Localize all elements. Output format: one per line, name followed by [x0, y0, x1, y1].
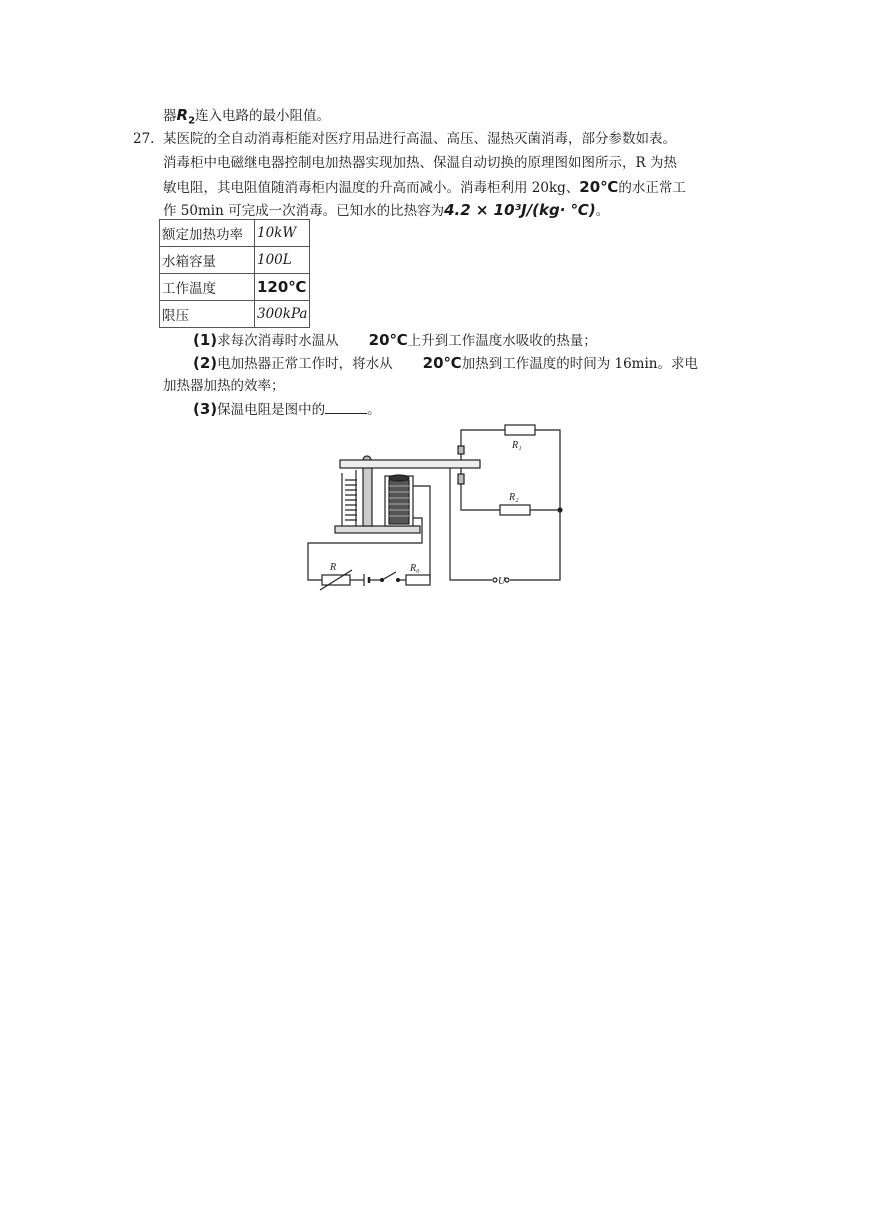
sub2-text-b: 加热到工作温度的时间为 16min。求电 — [461, 356, 698, 372]
prev-symbol-sub: 2 — [188, 115, 196, 127]
specific-heat-formula: 4.2 × 10³J/(kg· ℃) — [444, 201, 596, 219]
table-value: 100L — [255, 247, 310, 274]
relay-base — [335, 526, 420, 533]
prev-symbol: R — [176, 106, 189, 124]
question-line-1: 某医院的全自动消毒柜能对医疗用品进行高温、高压、湿热灭菌消毒，部分参数如表。 — [163, 131, 676, 147]
sub2-temperature: 20℃ — [422, 354, 462, 372]
table-key: 水箱容量 — [160, 247, 255, 274]
sub-question-1 — [193, 330, 597, 351]
table-value: 120℃ — [255, 274, 310, 301]
label-r2: R₂ — [509, 492, 519, 503]
battery-icon — [364, 574, 369, 586]
table-row — [160, 301, 310, 328]
sub3-text: 保温电阻是图中的 — [217, 402, 326, 418]
sub1-temperature: 20℃ — [368, 331, 408, 349]
prev-prefix: 器 — [163, 108, 177, 124]
prev-suffix: 连入电路的最小阻值。 — [195, 108, 331, 124]
label-r: R — [330, 562, 337, 573]
sub1-text-b: 上升到工作温度水吸收的热量； — [407, 333, 597, 349]
table-key: 额定加热功率 — [160, 220, 255, 247]
switch-icon — [381, 572, 400, 582]
label-r1: R₁ — [512, 440, 522, 451]
table-value: 10kW — [255, 220, 310, 247]
label-u: U — [498, 576, 506, 587]
line4-text: 作 50min 可完成一次消毒。已知水的比热容为 — [163, 203, 445, 219]
sub-question-3 — [193, 399, 381, 420]
prev-question-tail — [163, 105, 330, 132]
question-line-4 — [163, 200, 609, 221]
resistor-r0 — [406, 575, 430, 585]
table-row — [160, 274, 310, 301]
armature-bar — [340, 460, 480, 468]
sub-question-2 — [193, 353, 698, 374]
lower-contact — [458, 474, 464, 484]
table-row — [160, 247, 310, 274]
parameter-table — [159, 219, 310, 328]
table-value: 300kPa — [255, 301, 310, 328]
resistor-r2 — [500, 505, 530, 515]
upper-contact — [458, 446, 464, 454]
question-line-2: 消毒柜中电磁继电器控制电加热器实现加热、保温自动切换的原理图如图所示，R 为热 — [163, 155, 677, 171]
line3-end: 的水正常工 — [618, 180, 686, 196]
terminal-right — [505, 578, 509, 582]
table-key: 工作温度 — [160, 274, 255, 301]
question-line-3 — [163, 177, 686, 198]
table-row — [160, 220, 310, 247]
sub1-label: (1) — [193, 331, 218, 349]
sub1-text-a: 求每次消毒时水温从 — [217, 333, 339, 349]
spring-icon — [342, 470, 357, 526]
sub-question-2-cont: 加热器加热的效率； — [163, 378, 285, 394]
relay-circuit-diagram — [300, 418, 570, 593]
resistor-r1 — [505, 425, 535, 435]
line4-end: 。 — [595, 203, 610, 219]
answer-blank[interactable] — [325, 399, 367, 414]
terminal-left — [493, 578, 497, 582]
table-key: 限压 — [160, 301, 255, 328]
question-number: 27. — [133, 131, 155, 147]
sub2-label: (2) — [193, 354, 218, 372]
sub3-end: 。 — [367, 402, 381, 418]
label-r0: R₀ — [410, 563, 420, 574]
sub2-text-a: 电加热器正常工作时，将水从 — [217, 356, 393, 372]
line3-text: 敏电阻，其电阻值随消毒柜内温度的升高而减小。消毒柜利用 20kg、 — [163, 180, 580, 196]
relay-pillar — [363, 466, 372, 526]
sub3-label: (3) — [193, 400, 218, 418]
line3-temperature: 20℃ — [579, 178, 619, 196]
electromagnet-coil-icon — [385, 475, 413, 526]
